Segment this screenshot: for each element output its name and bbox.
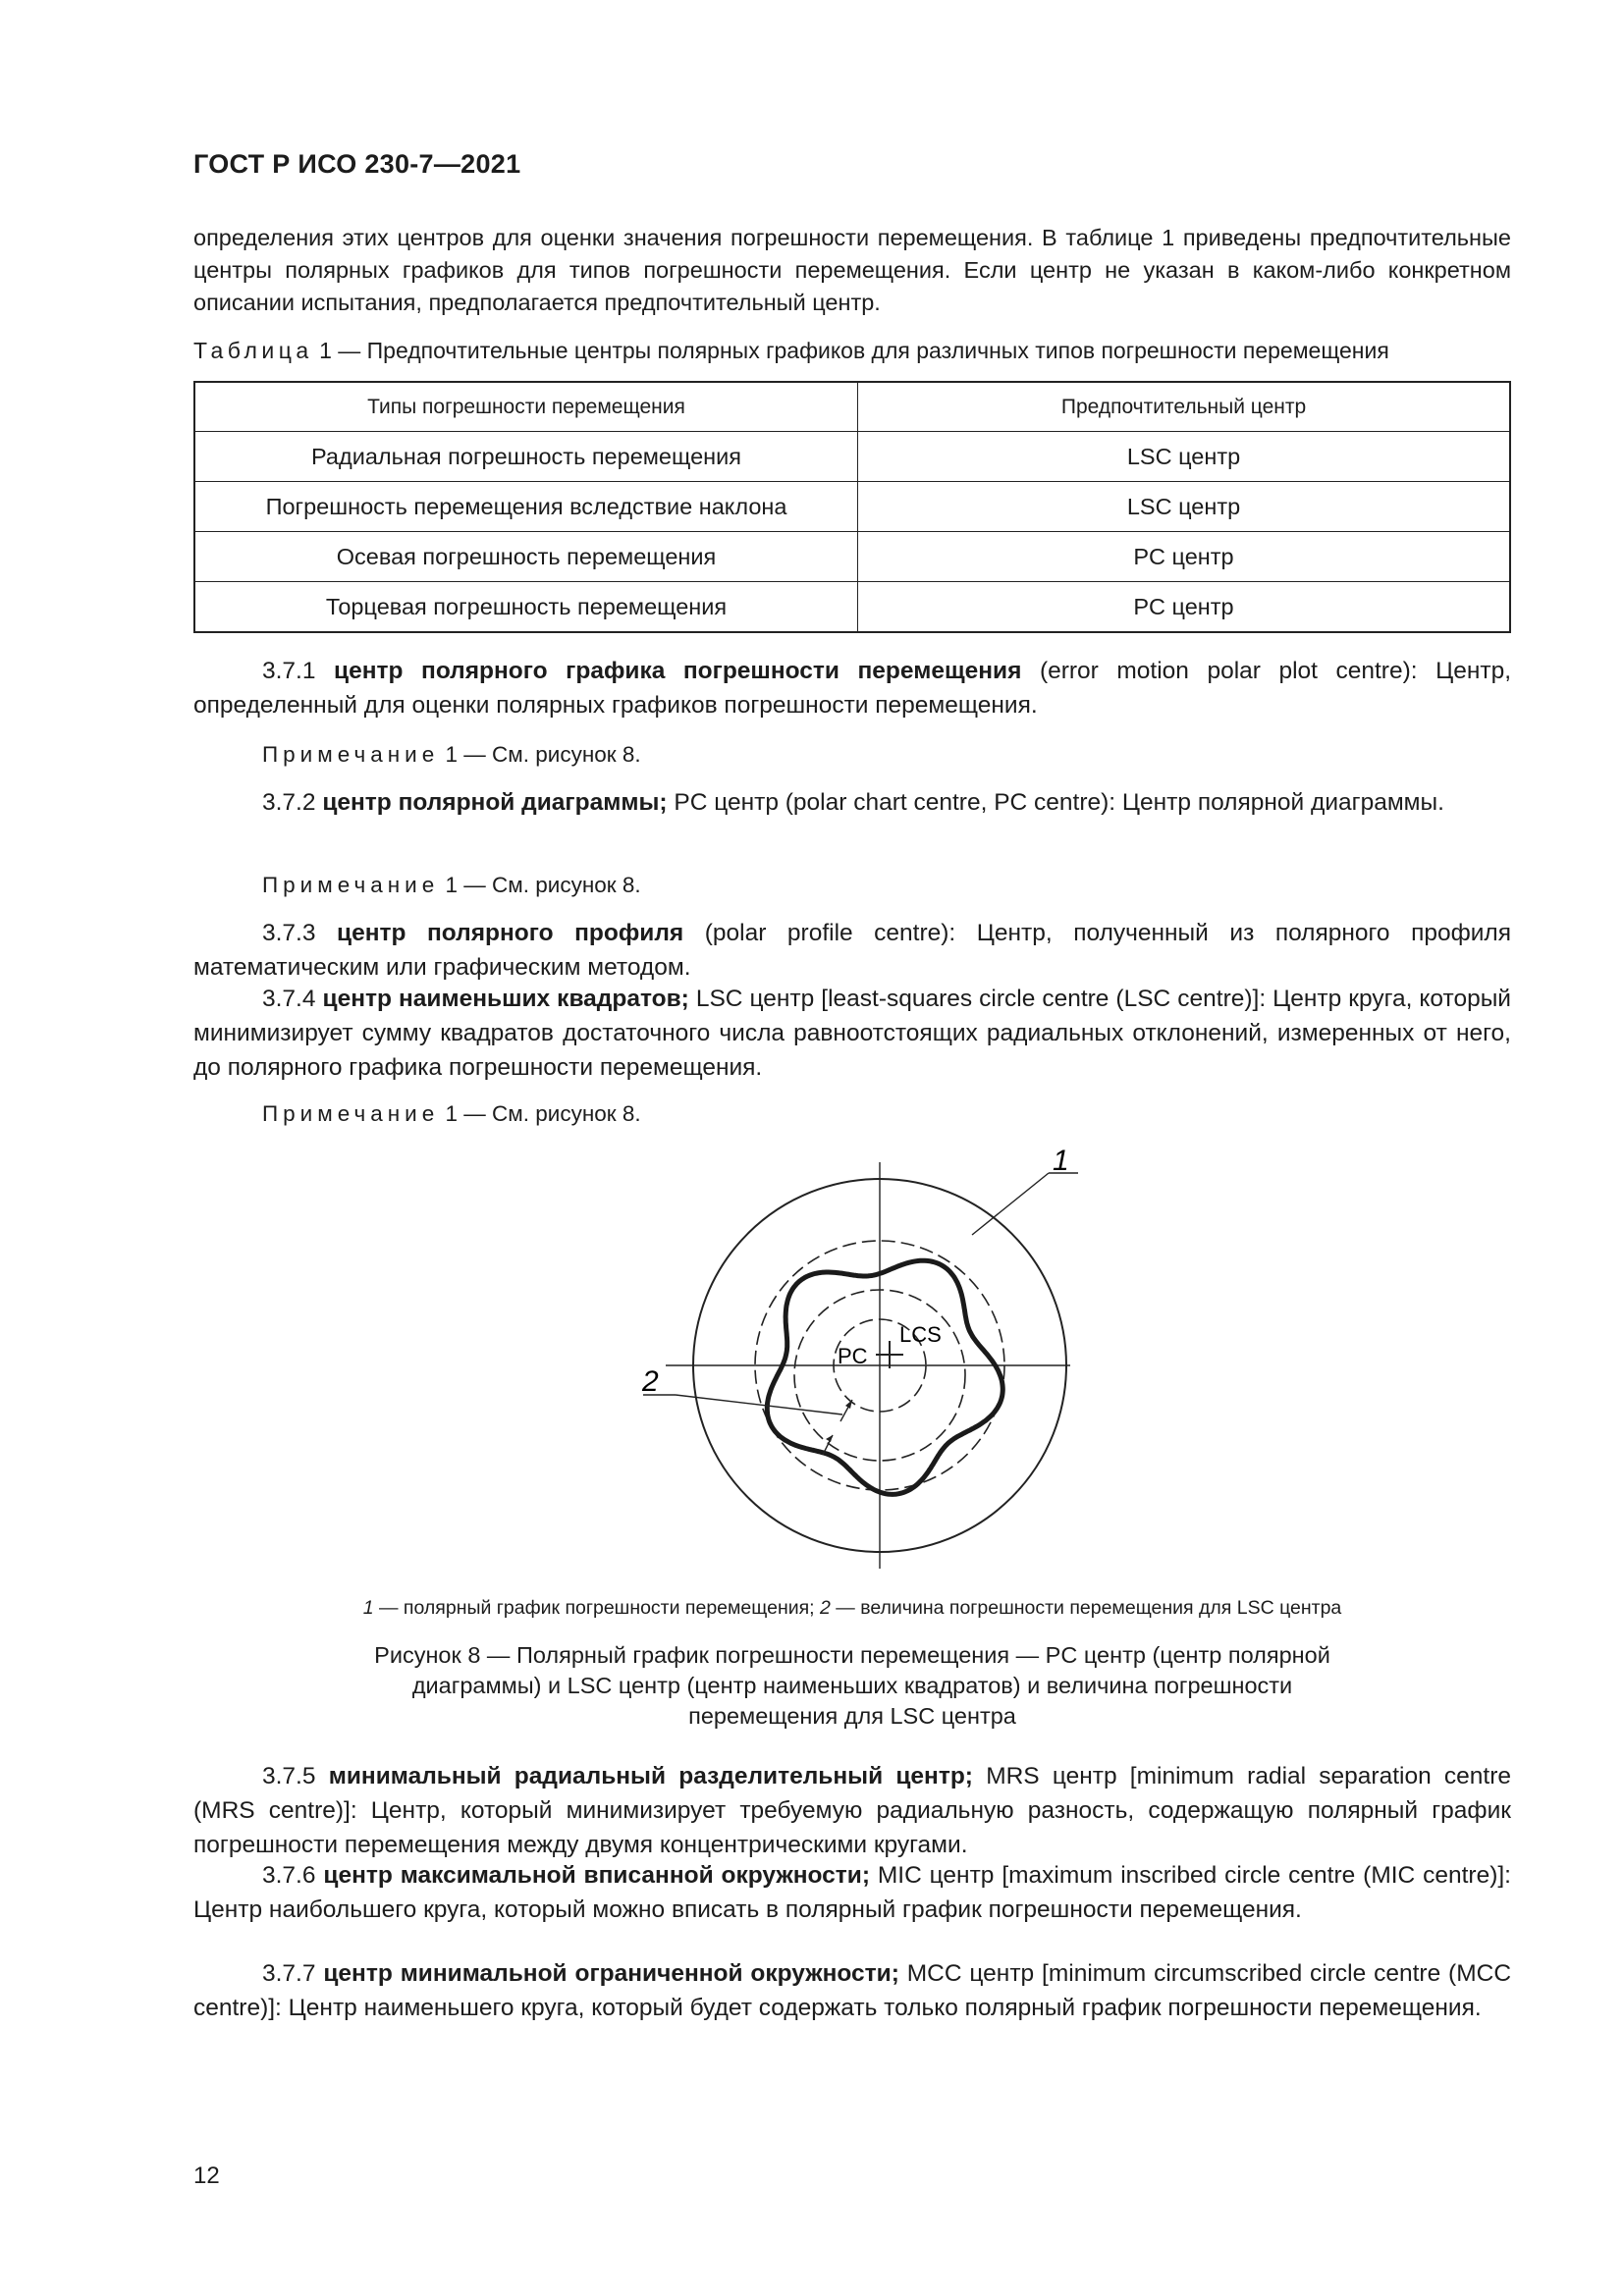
table-row — [194, 532, 1510, 582]
section-term: центр полярного графика погрешности перемещения — [334, 658, 1022, 684]
table-header-cell: Предпочтительный центр — [858, 382, 1511, 432]
note-label: Примечание — [262, 1101, 440, 1126]
section-number: 3.7.5 — [262, 1763, 316, 1789]
section-3-7-5 — [193, 1759, 1511, 1862]
figure-title-line: диаграммы) и LSC центр (центр наименьших квадратов) и величина погрешности — [411, 1673, 1293, 1698]
section-term: минимальный радиальный разделительный центр; — [328, 1763, 973, 1789]
note-2 — [262, 873, 641, 898]
arrow-head-upper — [845, 1400, 852, 1409]
polar-plot-diagram — [609, 1148, 1080, 1580]
arrow-head-lower — [826, 1435, 833, 1442]
section-3-7-7 — [193, 1956, 1511, 2025]
table-caption-label: Таблица — [193, 338, 313, 363]
note-text: 1 — См. рисунок 8. — [445, 1101, 641, 1126]
table-cell: Осевая погрешность перемещения — [194, 532, 858, 582]
table-cell: PC центр — [858, 582, 1511, 633]
section-number: 3.7.3 — [262, 920, 316, 946]
section-number: 3.7.2 — [262, 789, 316, 816]
table-caption-text: 1 — Предпочтительные центры полярных графиков для различных типов погрешности перемещения — [319, 338, 1389, 363]
figure-legend — [193, 1597, 1511, 1620]
section-number: 3.7.4 — [262, 986, 316, 1012]
section-term: центр полярной диаграммы; — [322, 789, 668, 816]
note-1 — [262, 742, 641, 768]
table-header-cell: Типы погрешности перемещения — [194, 382, 858, 432]
label-pc: PC — [838, 1344, 868, 1368]
note-label: Примечание — [262, 873, 440, 897]
section-text: LSC центр [least-squares circle centre (LSC centre)]: Центр круга, который минимизирует сумму квадратов достаточного числа равноотстоящих радиальных отклонений, измеренных от него, до полярного графика погрешности перемещения. — [193, 986, 1511, 1081]
section-number: 3.7.7 — [262, 1960, 316, 1987]
figure-title-line: перемещения для LSC центра — [688, 1703, 1016, 1729]
table-cell: LSC центр — [858, 482, 1511, 532]
section-term: центр минимальной ограниченной окружности; — [323, 1960, 899, 1987]
legend-2-text: — величина погрешности перемещения для LSC центра — [830, 1597, 1342, 1619]
preferred-centres-table — [193, 381, 1511, 633]
legend-1-number: 1 — [362, 1597, 374, 1619]
section-3-7-4 — [193, 982, 1511, 1085]
figure-title-line: Рисунок 8 — Полярный график погрешности перемещения — PC центр (центр полярной — [374, 1642, 1330, 1668]
section-text: MRS центр [minimum radial separation centre (MRS centre)]: Центр, который минимизирует требуемую радиальную разность, содержащую полярный график погрешности перемещения между двумя концентрическими кругами. — [193, 1763, 1512, 1858]
label-1: 1 — [1053, 1148, 1069, 1177]
leader-1 — [972, 1173, 1049, 1235]
section-term: центр полярного профиля — [337, 920, 684, 946]
section-number: 3.7.1 — [262, 658, 316, 684]
table-cell: Радиальная погрешность перемещения — [194, 432, 858, 482]
label-lcs: LCS — [899, 1322, 942, 1347]
table-caption — [193, 338, 1519, 364]
intro-paragraph: определения этих центров для оценки значения погрешности перемещения. В таблице 1 приведены предпочтительные центры полярных графиков для типов погрешности перемещения. Если центр не указан в каком-либо конкретном описании испытания, предполагается предпочтительный центр. — [193, 225, 1511, 315]
section-term: центр наименьших квадратов; — [322, 986, 689, 1012]
note-text: 1 — См. рисунок 8. — [445, 873, 641, 897]
label-2: 2 — [642, 1365, 659, 1398]
table-header-row — [194, 382, 1510, 432]
figure-8 — [609, 1148, 1080, 1580]
figure-title — [193, 1640, 1511, 1732]
section-text: MIC центр [maximum inscribed circle centre (MIC centre)]: Центр наибольшего круга, который можно вписать в полярный график погрешности перемещения. — [193, 1862, 1511, 1923]
section-3-7-6 — [193, 1858, 1511, 1927]
note-3 — [262, 1101, 641, 1127]
section-text: (polar profile centre): Центр, полученный из полярного профиля математическим или графическим методом. — [193, 920, 1511, 981]
section-3-7-1 — [193, 654, 1511, 722]
error-motion-polar-plot — [767, 1260, 1002, 1494]
table-cell: PC центр — [858, 532, 1511, 582]
table-row — [194, 432, 1510, 482]
document-header: ГОСТ Р ИСО 230-7—2021 — [193, 149, 521, 179]
section-3-7-2 — [193, 785, 1511, 820]
table-cell: LSC центр — [858, 432, 1511, 482]
section-term: центр максимальной вписанной окружности; — [323, 1862, 870, 1889]
section-text: (error motion polar plot centre): Центр, определенный для оценки полярных графиков погрешности перемещения. — [193, 658, 1512, 719]
legend-2-number: 2 — [820, 1597, 831, 1619]
table-row — [194, 582, 1510, 633]
section-text: PC центр (polar chart centre, PC centre): Центр полярной диаграммы. — [674, 789, 1444, 816]
table-cell: Погрешность перемещения вследствие наклона — [194, 482, 858, 532]
note-text: 1 — См. рисунок 8. — [445, 742, 641, 767]
table-cell: Торцевая погрешность перемещения — [194, 582, 858, 633]
section-3-7-3 — [193, 916, 1511, 985]
table-row — [194, 482, 1510, 532]
page-number: 12 — [193, 2163, 220, 2189]
note-label: Примечание — [262, 742, 440, 767]
legend-1-text: — полярный график погрешности перемещения; — [373, 1597, 820, 1619]
section-text: MCC центр [minimum circumscribed circle centre (MCC centre)]: Центр наименьшего круга, который будет содержать только полярный график погрешности перемещения. — [193, 1960, 1512, 2021]
section-number: 3.7.6 — [262, 1862, 316, 1889]
